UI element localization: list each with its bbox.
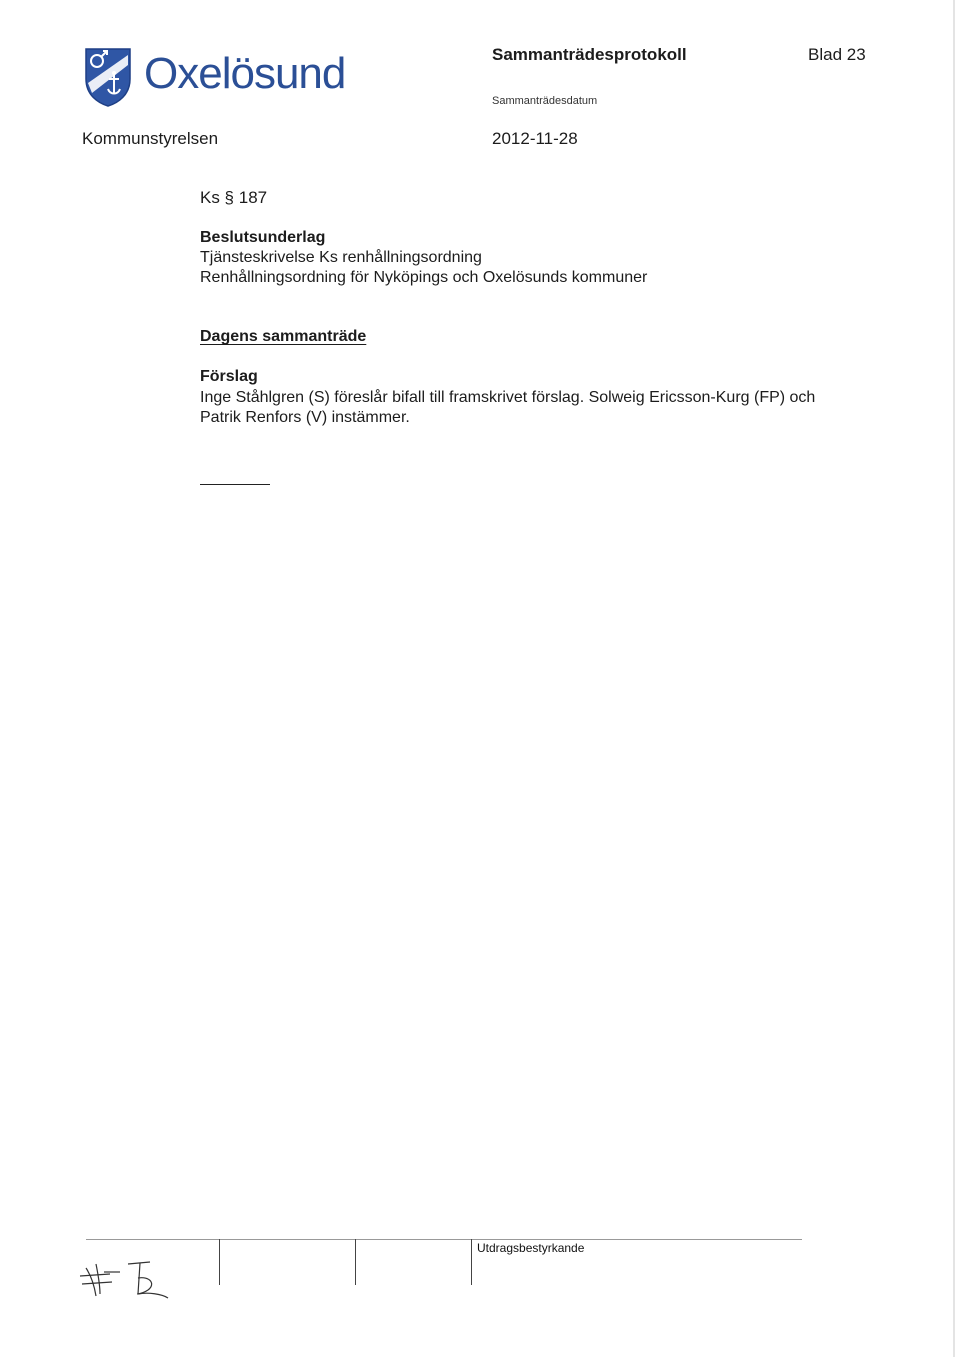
meeting-heading: Dagens sammanträde xyxy=(200,328,367,345)
page-number: Blad 23 xyxy=(808,45,866,64)
signature-column-divider xyxy=(471,1239,472,1285)
handwritten-initials xyxy=(76,1254,176,1302)
extract-certification-label: Utdragsbestyrkande xyxy=(477,1241,585,1255)
basis-heading: Beslutsunderlag xyxy=(200,229,326,246)
document-title: Sammanträdesprotokoll xyxy=(492,45,687,64)
scan-edge xyxy=(953,0,955,1357)
signature-column-divider xyxy=(355,1239,356,1285)
section-separator xyxy=(200,484,270,485)
section-id: Ks § 187 xyxy=(200,188,268,207)
footer-rule xyxy=(86,1239,802,1240)
basis-item: Renhållningsordning för Nyköpings och Oxelösunds kommuner xyxy=(200,269,648,286)
proposal-heading: Förslag xyxy=(200,368,258,385)
proposal-text: Inge Ståhlgren (S) föreslår bifall till framskrivet förslag. Solweig Ericsson-Kurg (FP) och Patrik Renfors (V) instämmer. xyxy=(200,389,816,426)
meeting-date-label: Sammanträdesdatum xyxy=(492,95,598,107)
coat-of-arms-icon xyxy=(82,45,134,107)
basis-item: Tjänsteskrivelse Ks renhållningsordning xyxy=(200,249,482,266)
signature-column-divider xyxy=(219,1239,220,1285)
org-unit-label: Kommunstyrelsen xyxy=(82,129,219,148)
logo-wordmark: Oxelösund xyxy=(144,49,346,98)
meeting-date: 2012-11-28 xyxy=(492,129,578,148)
